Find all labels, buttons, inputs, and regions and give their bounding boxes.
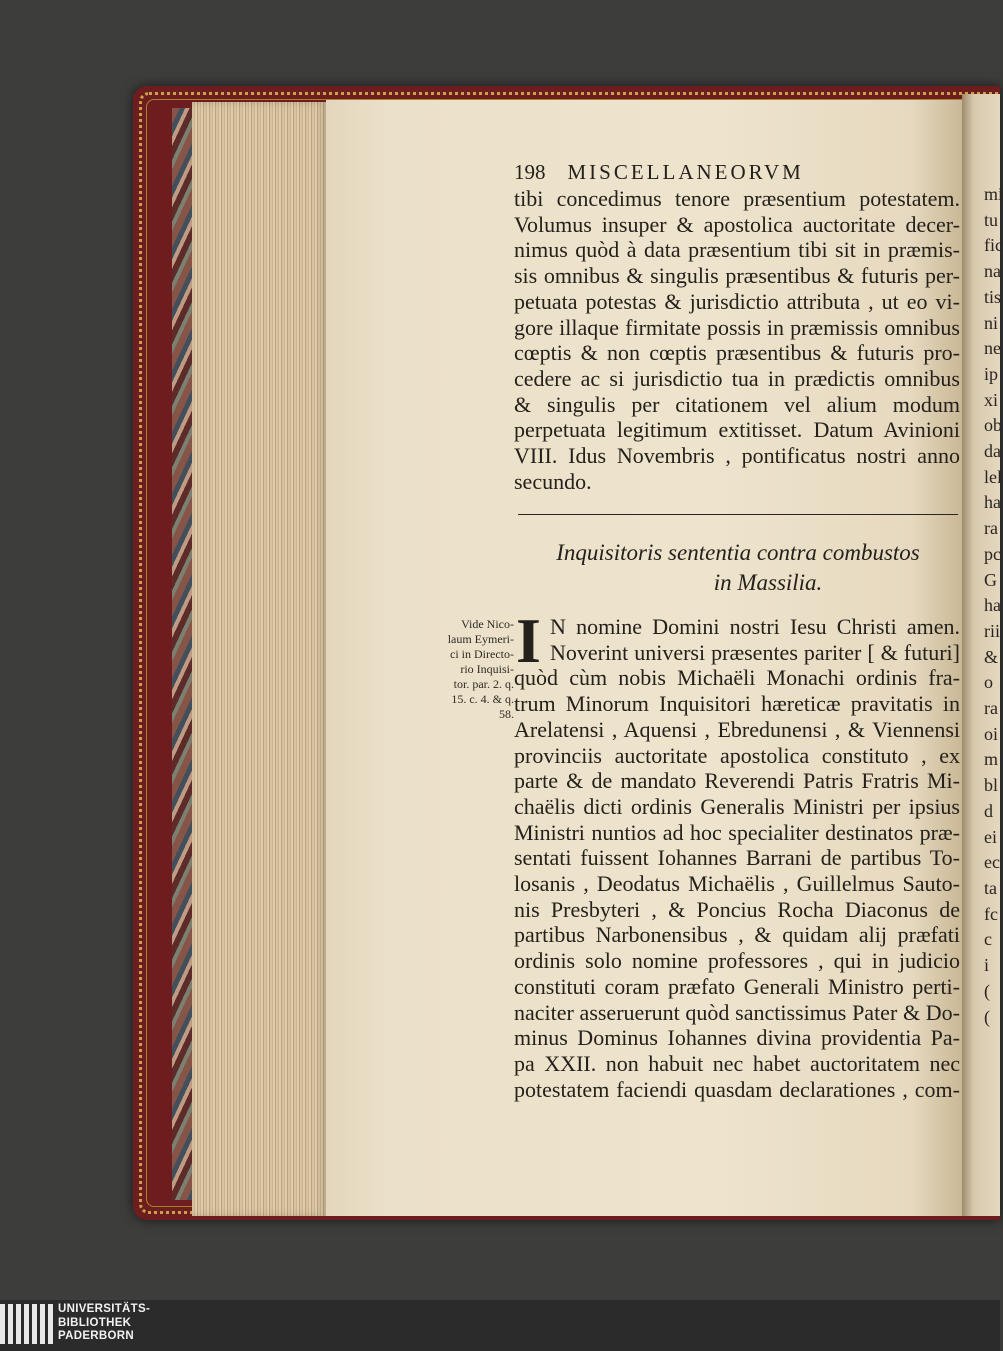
library-name [58, 1303, 150, 1344]
next-page-fragment: mi [984, 184, 1003, 204]
body-line: petuata potestas & jurisdictio attributa , ut eo vi- [514, 288, 960, 314]
body-line: cœptis & non cœptis præsentibus & futuris pro- [514, 340, 960, 366]
next-page-fragment: ne [984, 338, 1001, 359]
next-page-fragment: ha [984, 595, 1001, 616]
library-name-line-2: BIBLIOTHEK [58, 1316, 132, 1329]
body2-line: chaëlis dicti ordinis Generalis Ministri per ipsius [514, 793, 960, 819]
next-page-fragment: i [984, 955, 990, 976]
next-page-fragment: ra [984, 518, 998, 539]
next-page-fragment: bl [984, 775, 999, 796]
running-head [514, 160, 894, 185]
body-line: Volumus insuper & apostolica auctoritate decer- [514, 211, 960, 237]
next-page-fragment: na [984, 261, 1001, 282]
body2-line: Noverint universi præsentes pariter [ & futuri] [550, 639, 960, 665]
next-page-fragment: o [984, 672, 993, 693]
next-page-text [962, 182, 1003, 1030]
body2-line: parte & de mandato Reverendi Patris Fratris Mi- [514, 768, 960, 794]
next-page-fragment: lel [984, 466, 1002, 487]
body-line: gore illaque firmitate possis in præmissis omnibus [514, 314, 960, 340]
next-page-fragment: tis [984, 286, 1002, 307]
next-page-fragment: rii [984, 620, 1000, 641]
section-title-line-1: Inquisitoris sententia contra combustos [556, 540, 920, 565]
next-page-fragment: ec [984, 852, 1000, 873]
body2-line: constituti coram præfato Generali Ministro perti- [514, 973, 960, 999]
next-page-fragment: ip [984, 363, 999, 384]
next-page-fragment: oi [984, 723, 999, 744]
running-title: MISCELLANEORVM [567, 160, 804, 184]
body2-line: quòd cùm nobis Michaëli Monachi ordinis fra- [514, 665, 960, 691]
page-edges [192, 102, 328, 1216]
page-number: 198 [514, 160, 546, 184]
body-line: sis omnibus & singulis præsentibus & futuris per- [514, 263, 960, 289]
body2-line: Arelatensi , Aquensi , Ebredunensi , & Viennensi [514, 716, 960, 742]
next-page-fragment: c [984, 929, 992, 950]
body2-line: naciter asseruerunt quòd sanctissimus Pater & Do- [514, 999, 960, 1025]
body-line: perpetuata legitimum extitisset. Datum Avinioni [514, 417, 960, 443]
marginal-note-line: 15. c. 4. & q. [451, 692, 514, 706]
next-page-fragment: ra [984, 698, 998, 719]
next-page-fragment: d [984, 800, 993, 821]
body2-line: N nomine Domini nostri Iesu Christi amen. [550, 614, 960, 639]
body-line: cedere ac si jurisdictio tua in prædictis omnibus [514, 365, 960, 391]
library-logo-icon [0, 1304, 53, 1344]
marginal-note-line: tor. par. 2. q. [453, 677, 514, 691]
next-page-fragment: fc [984, 903, 998, 924]
marginal-note-line: 58. [499, 707, 514, 721]
body2-line: nis Presbyteri , & Poncius Rocha Diaconus de [514, 896, 960, 922]
next-page-fragment: fic [984, 235, 1003, 256]
next-page-fragment: G [984, 569, 997, 590]
body2-line: ordinis solo nomine professores , qui in judicio [514, 948, 960, 974]
section-title-line-2: in Massilia. [713, 570, 823, 595]
next-page-fragment: ( [984, 1006, 990, 1027]
next-page-fragment: m [984, 749, 999, 770]
next-page-fragment: & [984, 646, 999, 667]
drop-cap: I [516, 605, 541, 676]
next-page-fragment: tu [984, 209, 999, 230]
section-title [518, 538, 958, 598]
marginal-note-line: rio Inquisi- [460, 662, 514, 676]
section-rule [518, 514, 958, 515]
body-line: VIII. Idus Novembris , pontificatus nostri anno [514, 443, 960, 469]
body2-line: partibus Narbonensibus , & quidam alij præfati [514, 922, 960, 948]
body2-line: pa XXII. non habuit nec habet auctoritatem nec [514, 1050, 960, 1076]
body2-line: potestatem faciendi quasdam declarationes , com- [514, 1076, 960, 1102]
library-name-line-3: PADERBORN [58, 1330, 134, 1342]
next-page-fragment: ni [984, 312, 999, 333]
library-name-line-1: UNIVERSITÄTS- [58, 1303, 151, 1315]
next-page-fragment: ta [984, 877, 997, 898]
next-page-fragment: ( [984, 980, 990, 1001]
body-line: nimus quòd à data præsentium tibi sit in præmis- [514, 237, 960, 263]
next-page-fragment: ha [984, 492, 1001, 513]
next-page-sliver [962, 94, 1003, 1216]
body-text-top [514, 186, 960, 494]
body-line: secundo. [514, 468, 592, 494]
marginal-note-line: ci in Directo- [450, 647, 514, 661]
body2-line: losanis , Deodatus Michaëlis , Guillelmus Sauto- [514, 871, 960, 897]
body2-line: trum Minorum Inquisitori hæreticæ pravitatis in [514, 691, 960, 717]
body2-line: provinciis auctoritate apostolica constituto , ex [514, 742, 960, 768]
next-page-fragment: ei [984, 826, 997, 847]
body-line: & singulis per citationem vel alium modum [514, 391, 960, 417]
body2-line: minus Dominus Iohannes divina providentia Pa- [514, 1025, 960, 1051]
marginal-note-line: laum Eymeri- [447, 632, 514, 646]
body2-line: Ministri nuntios ad hoc specialiter destinatos præ- [514, 819, 960, 845]
body-line: tibi concedimus tenore præsentium potestatem. [514, 186, 960, 211]
body2-line: sentati fuissent Iohannes Barrani de partibus To- [514, 845, 960, 871]
next-page-fragment: ob [984, 415, 1002, 436]
next-page-fragment: xi [984, 389, 999, 410]
marginal-note-line: Vide Nico- [461, 617, 514, 631]
library-footer [0, 1300, 1000, 1351]
next-page-fragment: da [984, 441, 1001, 462]
body-text-sentence [514, 605, 960, 1102]
marginal-note [418, 617, 514, 722]
next-page-fragment: pc [984, 543, 1001, 564]
